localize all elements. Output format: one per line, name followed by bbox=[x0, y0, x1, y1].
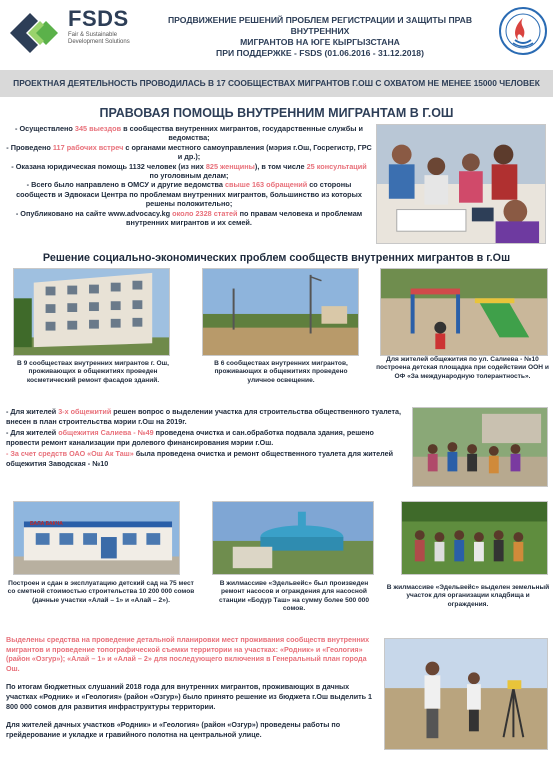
socio-para-1: - Для жителей 3-х общежитий решен вопрос о выделении участка для строительства общественного туалета, внесен в план строительства мэрии г.Ош на 2019г. bbox=[6, 407, 401, 426]
socio-para-3: - За счет средств ОАО «Ош Ак Таш» была проведена очистка и ремонт общественного туалета для жителей общежития Заводская - №10 bbox=[6, 449, 394, 468]
socio-para-2: - Для жителей общежития Салиева - №49 проведена очистка и сан.обработка подвала здания, решено провести ремонт канализации при долевого финансирования мэрии г.Ош. bbox=[6, 428, 374, 447]
legal-bullet-2: - Проведено 117 рабочих встреч с органами местного самоуправления (мэрия г.Ош, Госрегистр, ГРС и др.); bbox=[6, 142, 372, 162]
legal-section-title: ПРАВОВАЯ ПОМОЩЬ ВНУТРЕННИМ МИГРАНТАМ В Г.ОШ bbox=[99, 106, 454, 120]
legal-bullet-1: - Осуществлено 345 выездов в сообщества внутренних мигрантов, государственные службы и ведомства; bbox=[15, 124, 363, 143]
photo-pump-station bbox=[212, 501, 374, 575]
kindergarten-sign: БАЛА БАКЧА bbox=[30, 521, 63, 527]
brand-subtitle: Fair & Sustainable Development Solutions bbox=[68, 32, 130, 45]
caption-pump-station: В жилмассиве «Эдельвейс» был произведен ремонт насосов и ограждения для насосной станции «Бодур Таш» на сумму более 500 000 сомов. bbox=[218, 580, 370, 613]
caption-kindergarten: Построен и сдан в эксплуатацию детский сад на 75 мест со сметной стоимостью строительства 10 200 000 сомов (дачные участки «Алай – 1» и «Алай – 2»). bbox=[7, 580, 195, 604]
photo-cemetery-land bbox=[401, 501, 548, 575]
caption-lighting: В 6 сообществах внутренних мигрантов, проживающих в общежитиях проведено уличное освещение. bbox=[214, 360, 348, 384]
photo-legal-consultation bbox=[376, 124, 546, 244]
caption-cemetery: В жилмассиве «Эдельвейс» выделен земельный участок для организации кладбища и ограждения. bbox=[386, 584, 550, 608]
page-title bbox=[145, 15, 495, 59]
caption-playground: Для жителей общежития по ул. Салиева - №10 построена детская площадка при содействии ООН и ОФ «За международную толерантность». bbox=[376, 356, 549, 380]
legal-bullet-5: - Опубликовано на сайте www.advocacy.kg около 2328 статей по правам человека и проблемам внутренних мигрантов и их семей. bbox=[15, 208, 363, 228]
organization-seal-icon bbox=[498, 6, 548, 56]
photo-community-meeting bbox=[412, 407, 548, 487]
socio-paragraphs bbox=[6, 407, 404, 471]
photo-street-lighting bbox=[202, 268, 359, 356]
fsds-logo-icon bbox=[4, 6, 64, 60]
photo-building-facade bbox=[13, 268, 170, 356]
bottom-para-2: По итогам бюджетных слушаний 2018 года для внутренних мигрантов, проживающих в дачных участках «Родник» и «Геология» (район «Озгур») было принято решение из бюджета г.Ош выделить 1 800 000 сомов для развития инфраструктуры территории. bbox=[6, 682, 373, 711]
bottom-paragraphs bbox=[6, 635, 378, 748]
title-line-2: МИГРАНТОВ НА ЮГЕ КЫРГЫЗСТАНА bbox=[240, 37, 400, 47]
photo-playground bbox=[380, 268, 548, 356]
caption-facade: В 9 сообществах внутренних мигрантов г. Ош, проживающих в общежитиях проведен косметический ремонт фасадов зданий. bbox=[17, 360, 169, 384]
brand-name: FSDS bbox=[68, 6, 129, 31]
title-line-3: ПРИ ПОДДЕРЖКЕ - FSDS (01.06.2016 - 31.12.2018) bbox=[216, 48, 424, 58]
legal-bullet-4: - Всего было направлено в ОМСУ и другие ведомства свыше 163 обращений со стороны сообществ и Эдвокаси Центра по проблемам внутренних мигрантов, большинство из которых решены положительно; bbox=[16, 180, 362, 209]
photo-kindergarten bbox=[13, 501, 180, 575]
title-line-1: ПРОДВИЖЕНИЕ РЕШЕНИЙ ПРОБЛЕМ РЕГИСТРАЦИИ И ЗАЩИТЫ ПРАВ ВНУТРЕННИХ bbox=[167, 15, 473, 36]
legal-bullet-3: - Оказана юридическая помощь 1132 человек (из них 825 женщины), в том числе 25 консультаций по уголовным делам; bbox=[11, 161, 367, 181]
socio-section-title: Решение социально-экономических проблем сообществ внутренних мигрантов в г.Ош bbox=[42, 252, 511, 264]
banner-text: ПРОЕКТНАЯ ДЕЯТЕЛЬНОСТЬ ПРОВОДИЛАСЬ В 17 СООБЩЕСТВАХ МИГРАНТОВ Г.ОШ С ОХВАТОМ НЕ МЕНЕЕ 15000 ЧЕЛОВЕК bbox=[13, 78, 540, 88]
photo-topographic-survey bbox=[384, 638, 548, 750]
bottom-para-3: Для жителей дачных участков «Родник» и «Геология» (район «Озгур») проведены работы по грейдерование и укладке и гравийного полотна на центральной улице. bbox=[6, 720, 341, 739]
legal-bullets bbox=[6, 124, 372, 227]
bottom-para-1: Выделены средства на проведение детальной планировки мест проживания сообществ внутренних мигрантов и проведение топографической съемки территории на участках: «Родник» и «Геология» (район «Озгур»); «Алай – 1» и «Алай – 2» для последующего включения в Генеральный план города Ош. bbox=[6, 635, 370, 673]
